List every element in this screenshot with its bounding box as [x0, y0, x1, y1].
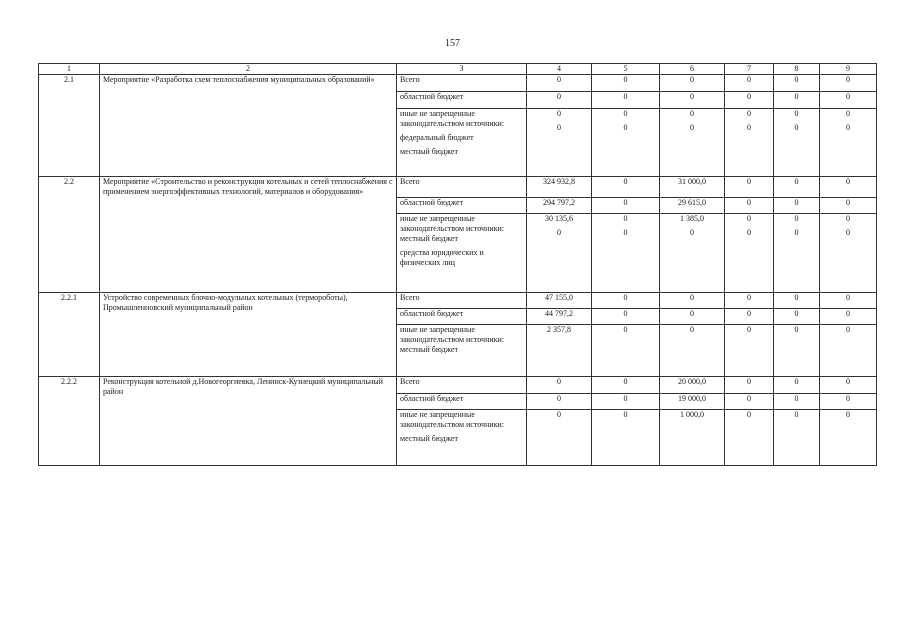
value-cell: 0: [592, 377, 660, 394]
source-label: иные не запрещенные законодательством источники:: [400, 325, 505, 344]
header-cell: 9: [820, 64, 877, 75]
value-cell: 0: [820, 92, 877, 109]
row-name: Реконструкция котельной д.Новогеоргиевка, Ленинск-Кузнецкий муниципальный район: [100, 377, 397, 466]
source-label: областной бюджет: [397, 394, 527, 410]
value-cell: 0: [820, 198, 877, 214]
value-cell: 29 615,0: [660, 198, 725, 214]
value-cell: 19 000,0: [660, 394, 725, 410]
source-label: иные не запрещенные законодательством источники:: [400, 214, 505, 233]
value-cell: 0: [660, 92, 725, 109]
value-cell: 0: [527, 377, 592, 394]
value-cell: 0: [660, 75, 725, 92]
value-cell: 31 000,0: [660, 177, 725, 198]
value-cell: 0: [660, 309, 725, 325]
value-cell: 47 155,0: [527, 293, 592, 309]
value-cell: 0: [592, 177, 660, 198]
source-cell: [397, 109, 527, 177]
header-cell: 2: [100, 64, 397, 75]
value-cell: 0: [774, 394, 820, 410]
source-label: Всего: [397, 293, 527, 309]
value-cell: 0: [725, 309, 774, 325]
value-cell: 0 0: [592, 109, 660, 177]
row-number: 2.1: [39, 75, 100, 177]
value-cell: 324 932,8: [527, 177, 592, 198]
source-label: областной бюджет: [397, 198, 527, 214]
source-label: иные не запрещенные законодательством источники:: [400, 109, 505, 128]
value-cell: 20 000,0: [660, 377, 725, 394]
value-cell: 0: [527, 410, 592, 466]
value-cell: 0: [527, 394, 592, 410]
value-cell: 0 0: [527, 109, 592, 177]
row-name: Мероприятие «Строительство и реконструкция котельных и сетей теплоснабжения с применением энергоэффективных технологий, материалов и оборудования»: [100, 177, 397, 293]
value-cell: 0: [660, 293, 725, 309]
source-label: иные не запрещенные законодательством источники:: [400, 410, 505, 429]
value-cell: 0: [725, 177, 774, 198]
source-label: местный бюджет: [400, 345, 458, 354]
value-cell: 0: [774, 410, 820, 466]
value-cell: 0: [820, 325, 877, 377]
value-cell: 0: [725, 325, 774, 377]
value-cell: 0: [725, 394, 774, 410]
row-name: Мероприятие «Разработка схем теплоснабжения муниципальных образований»: [100, 75, 397, 177]
source-label: Всего: [397, 377, 527, 394]
table-row: [39, 75, 877, 92]
value-cell: 2 357,8: [527, 325, 592, 377]
value-cell: 0: [774, 309, 820, 325]
source-cell: [397, 214, 527, 293]
value-cell: 0 0: [774, 214, 820, 293]
source-label: местный бюджет: [400, 234, 458, 243]
value-cell: 0: [820, 377, 877, 394]
page-number: 157: [445, 38, 460, 49]
value-cell: 0: [725, 75, 774, 92]
value-cell: 0: [660, 325, 725, 377]
budget-table: [38, 63, 877, 466]
value-cell: 0: [592, 293, 660, 309]
value-cell: 0 0: [660, 109, 725, 177]
source-label: Всего: [397, 75, 527, 92]
value-cell: 0: [725, 377, 774, 394]
table-row: [39, 293, 877, 309]
header-row: [39, 64, 877, 75]
value-cell: 0: [592, 92, 660, 109]
value-cell: 0 0: [820, 214, 877, 293]
value-cell: 1 385,0 0: [660, 214, 725, 293]
row-number: 2.2.1: [39, 293, 100, 377]
value-cell: 0: [592, 75, 660, 92]
table-row: [39, 377, 877, 394]
row-number: 2.2: [39, 177, 100, 293]
source-cell: [397, 325, 527, 377]
value-cell: 0: [820, 293, 877, 309]
row-number: 2.2.2: [39, 377, 100, 466]
value-cell: 0: [820, 410, 877, 466]
value-cell: 0: [774, 198, 820, 214]
value-cell: 0: [774, 325, 820, 377]
header-cell: 4: [527, 64, 592, 75]
value-cell: 294 797,2: [527, 198, 592, 214]
value-cell: 0: [592, 198, 660, 214]
value-cell: 0: [820, 394, 877, 410]
source-label: Всего: [397, 177, 527, 198]
value-cell: 0: [725, 198, 774, 214]
value-cell: 0 0: [725, 214, 774, 293]
value-cell: 0 0: [592, 214, 660, 293]
value-cell: 0: [820, 177, 877, 198]
value-cell: 0: [592, 410, 660, 466]
header-cell: 5: [592, 64, 660, 75]
value-cell: 0: [527, 75, 592, 92]
value-cell: 0: [774, 75, 820, 92]
value-cell: 0: [725, 92, 774, 109]
table-row: [39, 177, 877, 198]
header-cell: 8: [774, 64, 820, 75]
value-cell: 0 0: [820, 109, 877, 177]
header-cell: 7: [725, 64, 774, 75]
value-cell: 0: [527, 92, 592, 109]
value-cell: 30 135,6 0: [527, 214, 592, 293]
value-cell: 0: [592, 309, 660, 325]
source-label: областной бюджет: [397, 92, 527, 109]
header-cell: 1: [39, 64, 100, 75]
source-label: федеральный бюджет: [400, 133, 474, 142]
value-cell: 0: [725, 293, 774, 309]
source-label: местный бюджет: [400, 434, 458, 443]
value-cell: 44 797,2: [527, 309, 592, 325]
header-cell: 6: [660, 64, 725, 75]
source-label: средства юридических и физических лиц: [400, 248, 484, 267]
value-cell: 0: [592, 325, 660, 377]
value-cell: 0 0: [774, 109, 820, 177]
value-cell: 0: [774, 92, 820, 109]
header-cell: 3: [397, 64, 527, 75]
source-label: местный бюджет: [400, 147, 458, 156]
value-cell: 0: [592, 394, 660, 410]
value-cell: 0: [774, 177, 820, 198]
source-label: областной бюджет: [397, 309, 527, 325]
value-cell: 0: [820, 75, 877, 92]
value-cell: 0: [774, 377, 820, 394]
value-cell: 0: [820, 309, 877, 325]
value-cell: 1 000,0: [660, 410, 725, 466]
value-cell: 0 0: [725, 109, 774, 177]
row-name: Устройство современных блочно-модульных котельных (термороботы), Промышленновский муниципальный район: [100, 293, 397, 377]
value-cell: 0: [774, 293, 820, 309]
source-cell: [397, 410, 527, 466]
value-cell: 0: [725, 410, 774, 466]
